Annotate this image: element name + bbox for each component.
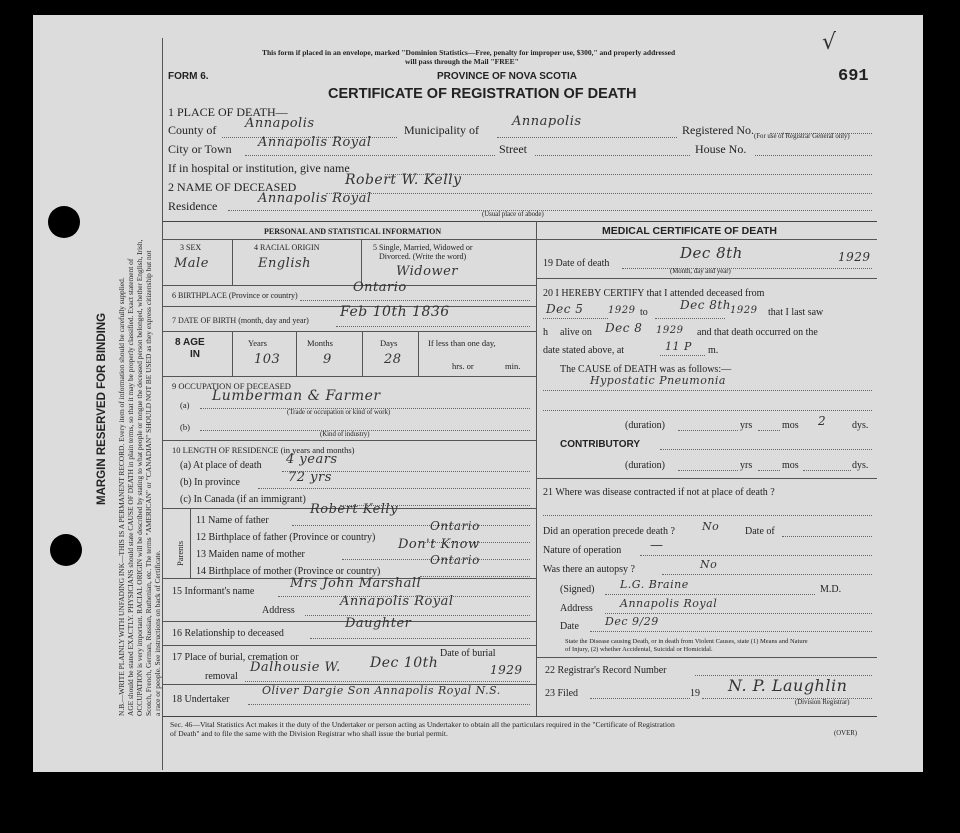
residence-value: Annapolis Royal [258,191,372,206]
certify-label: 20 I HEREBY CERTIFY that I attended deceased from [543,288,765,299]
county-label: County of [168,123,217,137]
postage-notice-2: will pass through the Mail "FREE" [405,57,519,66]
autopsy-label: Was there an autopsy ? [543,564,635,575]
binding-hole-bottom [50,534,82,566]
physician-signature: L.G. Braine [620,578,689,591]
death-time-value: 11 P [665,340,692,353]
mother-birth-value: Ontario [430,553,480,567]
place-of-death-label: 1 PLACE OF DEATH— [168,105,288,119]
filed-label: 23 Filed [545,688,579,699]
burial-year-value: 1929 [490,663,523,677]
check-mark: √ [822,30,837,55]
medical-header: MEDICAL CERTIFICATE OF DEATH [602,225,777,237]
deceased-name-label: 2 NAME OF DECEASED [168,180,297,194]
autopsy-value: No [700,558,718,571]
nature-label: Nature of operation [543,545,622,556]
mos-label-1: mos [782,420,799,431]
division-registrar-note: (Division Registrar) [795,699,850,706]
age-years: 103 [254,352,281,367]
dob-label: 7 DATE OF BIRTH (month, day and year) [172,316,309,325]
hrs-label: hrs. or [452,361,474,371]
burial-label-1: 17 Place of burial, cremation or [172,652,299,663]
md-label: M.D. [820,584,842,595]
nature-value: — [650,538,664,553]
father-birth-value: Ontario [430,519,480,533]
informant-address-value: Annapolis Royal [340,594,454,609]
min-label: min. [505,361,521,371]
days-label: Days [380,338,398,348]
attended-to-value: Dec 8th [680,298,731,312]
physician-address-value: Annapolis Royal [620,597,718,610]
dys-label-2: dys. [852,460,869,471]
death-date-label: 19 Date of death [543,258,610,269]
yrs-label-1: yrs [740,420,753,431]
dys-label-1: dys. [852,420,869,431]
personal-header: PERSONAL AND STATISTICAL INFORMATION [264,227,442,236]
dob-value: Feb 10th 1836 [340,304,450,320]
cause-note-2: of Injury, (2) whether Accidental, Suicidal or Homicidal. [565,646,713,653]
duration-days-value: 2 [818,414,827,428]
sign-date-value: Dec 9/29 [605,615,659,628]
county-value: Annapolis [245,116,315,131]
mother-name-label: 13 Maiden name of mother [196,549,305,560]
burial-date-label: Date of burial [440,648,496,659]
alive-year-value: 1929 [656,325,684,336]
occupation-b-note: (Kind of industry) [320,431,370,438]
father-birth-label: 12 Birthplace of father (Province or country) [196,532,376,543]
marital-value: Widower [396,264,458,279]
operation-value: No [702,520,720,533]
mos-label-2: mos [782,460,799,471]
city-value: Annapolis Royal [258,135,372,150]
occupation-a-note: (Trade or occupation or kind of work) [287,409,391,416]
binding-margin-label: MARGIN RESERVED FOR BINDING [96,312,108,505]
death-date-value: Dec 8th [680,244,743,262]
duration-label-2: (duration) [625,460,665,471]
informant-label: 15 Informant's name [172,586,255,597]
racial-origin-label: 4 RACIAL ORIGIN [254,243,320,252]
footer-line-2: of Death" and to file the same with the Division Registrar who shall issue the burial permit. [170,729,448,738]
years-label: Years [248,338,267,348]
registrar-record-label: 22 Registrar's Record Number [545,665,667,676]
burial-date-value: Dec 10th [370,655,439,671]
municipality-value: Annapolis [512,114,582,129]
age-days: 28 [384,352,402,367]
cause-note-1: State the Disease causing Death, or in death from Violent Causes, state (1) Means and Nature [565,638,808,645]
instructions-line-3: OCCUPATION is very important. RACIAL ORIGIN will be described by stating to what people or tongue the deceased person belonged, whether English, Irish, [135,239,144,716]
footer-over: (OVER) [834,730,858,737]
undertaker-value: Oliver Dargie Son Annapolis Royal N.S. [262,684,501,697]
sex-value: Male [174,256,209,271]
less-than-day-label: If less than one day, [428,338,496,348]
city-label: City or Town [168,142,232,156]
father-name-label: 11 Name of father [196,515,269,526]
sex-label: 3 SEX [180,243,202,252]
birthplace-value: Ontario [353,280,407,295]
informant-address-label: Address [262,605,295,616]
age-in-label: IN [190,349,200,360]
street-label: Street [499,142,527,156]
age-months: 9 [323,352,332,367]
sign-date-label: Date [560,621,579,632]
alive-on-label: alive on [560,327,592,338]
house-label: House No. [695,142,747,156]
abode-note: (Usual place of abode) [482,211,544,218]
at-place-value: 4 years [286,452,338,467]
to-label: to [640,307,648,318]
relationship-value: Daughter [345,616,412,631]
province-heading: PROVINCE OF NOVA SCOTIA [437,71,578,82]
yrs-label-2: yrs [740,460,753,471]
attended-to-year: 1929 [730,305,758,316]
in-province-label: (b) In province [180,477,240,488]
contracted-label: 21 Where was disease contracted if not at place of death ? [543,487,775,498]
contributory-label: CONTRIBUTORY [560,439,640,450]
physician-address-label: Address [560,603,593,614]
postage-notice-1: This form if placed in an envelope, marked "Dominion Statistics—Free, penalty for improper use, $300," and properly addressed [262,48,676,57]
instructions-line-4: Scotch, French, German, Russian, Ruthenian, etc. The terms "AMERICAN" or "CANADIAN" SHOULD NOT BE USED as they express citizenship but not [144,250,153,716]
attended-from-year: 1929 [608,305,636,316]
margin-divider [162,38,163,770]
duration-label: (duration) [625,420,665,431]
signed-label: (Signed) [560,584,595,595]
mother-birth-label: 14 Birthplace of mother (Province or country) [196,566,381,577]
instructions-line-2: AGE should be stated EXACTLY. PHYSICIANS should state CAUSE OF DEATH in plain terms, so that it may be properly classified. Exact statement of [126,258,135,716]
attended-from-value: Dec 5 [546,302,584,316]
burial-place-value: Dalhousie W. [250,660,341,675]
form-number: FORM 6. [168,71,209,82]
instructions-line-1: N.B.—WRITE PLAINLY WITH UNFADING INK—THIS IS A PERMANENT RECORD. Every item of information should be carefully supplied. [117,277,126,716]
registered-note: (For use of Registrar General only) [754,133,850,140]
cause-label: The CAUSE of DEATH was as follows:— [560,364,732,375]
footer-line-1: Sec. 46—Vital Statistics Act makes it the duty of the Undertaker or person acting as Undertaker to obtain all the particulars required in the "Certificate of Registration [170,720,675,729]
death-year-value: 1929 [838,250,871,264]
m-label: m. [708,345,719,356]
mother-name-value: Don't Know [398,537,480,552]
h-label: h [543,327,548,338]
occupation-value: Lumberman & Farmer [212,388,381,404]
informant-value: Mrs John Marshall [290,576,422,591]
marital-label-1: 5 Single, Married, Widowed or [373,243,473,252]
burial-label-2: removal [205,671,238,682]
at-place-label: (a) At place of death [180,460,262,471]
marital-label-2: Divorced. (Write the word) [379,252,467,261]
hospital-label: If in hospital or institution, give name [168,161,350,175]
birthplace-label: 6 BIRTHPLACE (Province or country) [172,291,298,300]
operation-label: Did an operation precede death ? [543,526,675,537]
death-occurred-label: and that death occurred on the [697,327,818,338]
parents-label: Parents [175,540,185,566]
months-label: Months [307,338,333,348]
cause-value: Hypostatic Pneumonia [590,374,726,387]
registrar-signature: N. P. Laughlin [728,676,848,695]
racial-origin-value: English [258,256,312,271]
death-date-note: (Month, day and year) [670,268,731,275]
age-label: 8 AGE [175,337,205,348]
in-province-value: 72 yrs [288,470,332,485]
in-canada-label: (c) In Canada (if an immigrant) [180,494,306,505]
certificate-number: 691 [838,67,869,86]
undertaker-label: 18 Undertaker [172,694,230,705]
registered-label: Registered No. [682,123,754,137]
last-saw-label: that I last saw [768,307,824,318]
binding-hole-top [48,206,80,238]
occupation-b: (b) [180,422,190,432]
occupation-a: (a) [180,400,190,410]
alive-date-value: Dec 8 [605,321,643,335]
date-of-label: Date of [745,526,775,537]
instructions-line-5: a race or people. See instructions on back of Certificate. [153,550,162,716]
relationship-label: 16 Relationship to deceased [172,628,284,639]
residence-label: Residence [168,199,218,213]
municipality-label: Municipality of [404,123,479,137]
filed-year: 19 [690,688,700,699]
deceased-name-value: Robert W. Kelly [345,172,462,188]
father-name-value: Robert Kelly [310,502,398,517]
occupation-label: 9 OCCUPATION OF DECEASED [172,381,291,391]
date-stated-label: date stated above, at [543,345,625,356]
page-title: CERTIFICATE OF REGISTRATION OF DEATH [328,86,637,102]
residence-length-label: 10 LENGTH OF RESIDENCE (in years and months) [172,445,355,455]
